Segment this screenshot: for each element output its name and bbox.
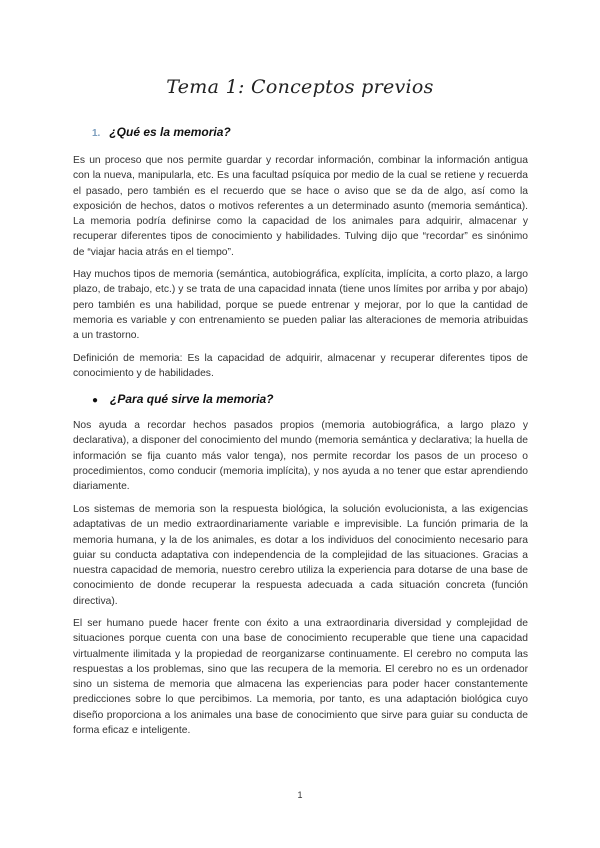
section-number: 1. xyxy=(92,128,101,139)
section-heading-1 xyxy=(92,125,231,139)
page-title: Tema 1: Conceptos previos xyxy=(166,76,434,98)
paragraph: Es un proceso que nos permite guardar y recordar información, combinar la información antigua con la nueva, manipularla, etc. Es una facultad psíquica por medio de la cual se retiene y recuerda el pasado, pero también es el recuerdo que se hace o aviso que se da de algo, así como la exposición de hechos, datos o motivos referentes a un determinado asunto (memoria semántica). La memoria podría definirse como la capacidad de los animales para adquirir, almacenar y recuperar diferentes tipos de conocimiento y habilidades. Tulving dijo que “recordar” es sinónimo de “viajar hacia atrás en el tiempo”. xyxy=(73,155,528,258)
paragraph: El ser humano puede hacer frente con éxito a una extraordinaria diversidad y complejidad de situaciones porque cuenta con una base de conocimiento recuperable que tiene una capacidad virtualmente ilimitada y la propiedad de reorganizarse continuamente. El cerebro no computa las respuestas a los problemas, sino que las recupera de la memoria. El cerebro no es un ordenador sino un sistema de memoria que almacena las experiencias para poder hacer constantemente predicciones sobre lo que percibimos. La memoria, por tanto, es una adaptación biológica cuyo diseño proporciona a los animales una base de conocimiento que sirve para guiar su conducta de forma eficaz e inteligente. xyxy=(73,618,528,737)
paragraph: Definición de memoria: Es la capacidad de adquirir, almacenar y recuperar diferentes tipos de conocimiento y de habilidades. xyxy=(73,353,528,380)
section-heading-text: ¿Qué es la memoria? xyxy=(109,125,231,139)
section-heading-text: ¿Para qué sirve la memoria? xyxy=(110,392,274,406)
bullet-icon: ● xyxy=(92,395,99,406)
paragraph: Nos ayuda a recordar hechos pasados propios (memoria autobiográfica, a largo plazo y declarativa), a disponer del conocimiento del mundo (memoria semántica y declarativa; la huella de información se fija cuanto más valor tenga), nos permite recordar los pasos de un proceso o procedimientos, como conducir (memoria implícita), y nos ayuda a no tener que estar aprendiendo diariamente. xyxy=(73,420,528,493)
paragraph: Los sistemas de memoria son la respuesta biológica, la solución evolucionista, a las exigencias adaptativas de un medio extraordinariamente variable e imprevisible. La función primaria de la memoria humana, y la de los animales, es dotar a los individuos del conocimiento necesario para guiar su conducta adaptativa con independencia de la complejidad de las situaciones. Gracias a nuestra capacidad de memoria, nuestro cerebro utiliza la experiencia para dotarse de una base de conocimiento de donde recuperar la respuesta adecuada a cada situación concreta (función directiva). xyxy=(73,504,528,607)
paragraph: Hay muchos tipos de memoria (semántica, autobiográfica, explícita, implícita, a corto plazo, a largo plazo, de trabajo, etc.) y se trata de una capacidad innata (tiene unos límites por arriba y por abajo) pero también es una habilidad, porque se puede entrenar y mejorar, por lo que la cantidad de memoria es variable y con entrenamiento se pueden paliar las alteraciones de memoria atribuidas a un trastorno. xyxy=(73,269,528,342)
section-heading-2 xyxy=(92,392,273,406)
page-number: 1 xyxy=(297,790,303,800)
